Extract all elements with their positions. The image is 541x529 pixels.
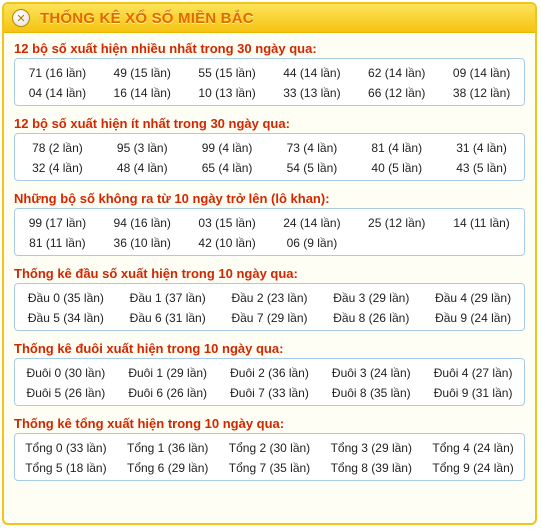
section-box-overdue-numbers <box>14 208 525 256</box>
stat-item: 44 (14 lần) <box>283 66 341 80</box>
stat-item: Đuôi 7 (33 lần) <box>230 386 309 400</box>
section-title-overdue-numbers: Những bộ số không ra từ 10 ngày trở lên (lô khan): <box>14 191 330 206</box>
stat-item: Đầu 0 (35 lần) <box>27 291 104 305</box>
stat-item: Đuôi 3 (24 lần) <box>331 366 411 380</box>
stat-item: Đầu 6 (31 lần) <box>129 311 206 325</box>
stat-item: Đầu 2 (23 lần) <box>231 291 308 305</box>
stats-grid <box>15 363 524 403</box>
stat-item: 94 (16 lần) <box>113 216 171 230</box>
stat-item: Đuôi 0 (30 lần) <box>26 366 106 380</box>
stat-item: 55 (15 lần) <box>198 66 256 80</box>
lottery-stats-widget <box>2 2 537 525</box>
section-title-head-digit-10d: Thống kê đầu số xuất hiện trong 10 ngày qua: <box>14 266 298 281</box>
stat-item: Đuôi 1 (29 lần) <box>128 366 208 380</box>
stat-item: 06 (9 lần) <box>286 236 338 250</box>
stats-grid <box>15 63 524 103</box>
stat-item: Đuôi 2 (36 lần) <box>230 366 309 380</box>
stat-item: 43 (5 lần) <box>456 161 507 175</box>
stat-item: 99 (4 lần) <box>201 141 253 155</box>
stat-item: Đầu 4 (29 lần) <box>435 291 512 305</box>
stat-item: 65 (4 lần) <box>201 161 253 175</box>
stat-item: Tổng 6 (29 lần) <box>127 461 209 475</box>
stat-item: Đuôi 5 (26 lần) <box>26 386 106 400</box>
stat-item: 04 (14 lần) <box>28 86 87 100</box>
stat-item: 32 (4 lần) <box>32 161 83 175</box>
stat-item: Đầu 8 (26 lần) <box>333 311 410 325</box>
section-title-tail-digit-10d: Thống kê đuôi xuất hiện trong 10 ngày qua: <box>14 341 284 356</box>
stats-grid <box>15 138 524 178</box>
stat-item: 25 (12 lần) <box>368 216 426 230</box>
lottery-ball-icon: ✕ <box>12 9 30 27</box>
stat-item: 14 (11 lần) <box>453 216 510 230</box>
stat-item: 48 (4 lần) <box>116 161 168 175</box>
stat-item: Tổng 7 (35 lần) <box>228 461 311 475</box>
stat-item: 81 (11 lần) <box>29 236 86 250</box>
stat-item: 38 (12 lần) <box>452 86 511 100</box>
stat-item: Đuôi 8 (35 lần) <box>331 386 411 400</box>
stat-item: Đầu 9 (24 lần) <box>435 311 512 325</box>
stat-item: Tổng 4 (24 lần) <box>432 441 514 455</box>
section-title-least-frequent-30d: 12 bộ số xuất hiện ít nhất trong 30 ngày qua: <box>14 116 290 131</box>
stats-content <box>4 33 535 481</box>
stat-item: 03 (15 lần) <box>198 216 256 230</box>
stat-item: Đầu 1 (37 lần) <box>129 291 206 305</box>
stats-grid <box>15 288 524 328</box>
stat-item: 54 (5 lần) <box>286 161 338 175</box>
stat-item: Tổng 5 (18 lần) <box>25 461 107 475</box>
stat-item: 71 (16 lần) <box>28 66 87 80</box>
stat-item: 99 (17 lần) <box>28 216 87 230</box>
stat-item: Đuôi 6 (26 lần) <box>128 386 208 400</box>
stat-item: 10 (13 lần) <box>198 86 256 100</box>
stat-item: Tổng 9 (24 lần) <box>432 461 514 475</box>
stat-item: 09 (14 lần) <box>452 66 511 80</box>
stat-item: 16 (14 lần) <box>113 86 171 100</box>
stat-item: Đuôi 9 (31 lần) <box>433 386 513 400</box>
section-title-sum-digit-10d: Thống kê tổng xuất hiện trong 10 ngày qua: <box>14 416 285 431</box>
stat-item: 31 (4 lần) <box>456 141 507 155</box>
stat-item: 36 (10 lần) <box>113 236 171 250</box>
stat-item: 73 (4 lần) <box>286 141 338 155</box>
stat-item: 49 (15 lần) <box>113 66 171 80</box>
stat-item: Đầu 3 (29 lần) <box>333 291 410 305</box>
stat-item: Tổng 1 (36 lần) <box>127 441 209 455</box>
stats-grid <box>15 213 524 253</box>
stat-item: Đầu 7 (29 lần) <box>231 311 308 325</box>
stat-item: Tổng 3 (29 lần) <box>330 441 412 455</box>
stat-item: Đầu 5 (34 lần) <box>27 311 104 325</box>
stat-item: 78 (2 lần) <box>32 141 83 155</box>
stat-item: 95 (3 lần) <box>116 141 168 155</box>
stat-item: 81 (4 lần) <box>371 141 423 155</box>
stat-item: Đuôi 4 (27 lần) <box>433 366 513 380</box>
stat-item: Tổng 0 (33 lần) <box>25 441 107 455</box>
section-box-least-frequent-30d <box>14 133 525 181</box>
stat-item: 40 (5 lần) <box>371 161 423 175</box>
stat-item: 66 (12 lần) <box>368 86 426 100</box>
stats-grid <box>15 438 524 478</box>
stat-item: Tổng 8 (39 lần) <box>330 461 412 475</box>
section-box-sum-digit-10d <box>14 433 525 481</box>
section-box-most-frequent-30d <box>14 58 525 106</box>
stat-item: 33 (13 lần) <box>283 86 341 100</box>
widget-header <box>4 4 535 33</box>
stat-item: 24 (14 lần) <box>283 216 341 230</box>
stat-item: 62 (14 lần) <box>368 66 426 80</box>
section-box-head-digit-10d <box>14 283 525 331</box>
section-title-most-frequent-30d: 12 bộ số xuất hiện nhiều nhất trong 30 ngày qua: <box>14 41 317 56</box>
stat-item: 42 (10 lần) <box>198 236 256 250</box>
section-box-tail-digit-10d <box>14 358 525 406</box>
widget-title: THỐNG KÊ XỔ SỐ MIỀN BẮC <box>40 9 254 27</box>
stat-item: Tổng 2 (30 lần) <box>228 441 311 455</box>
